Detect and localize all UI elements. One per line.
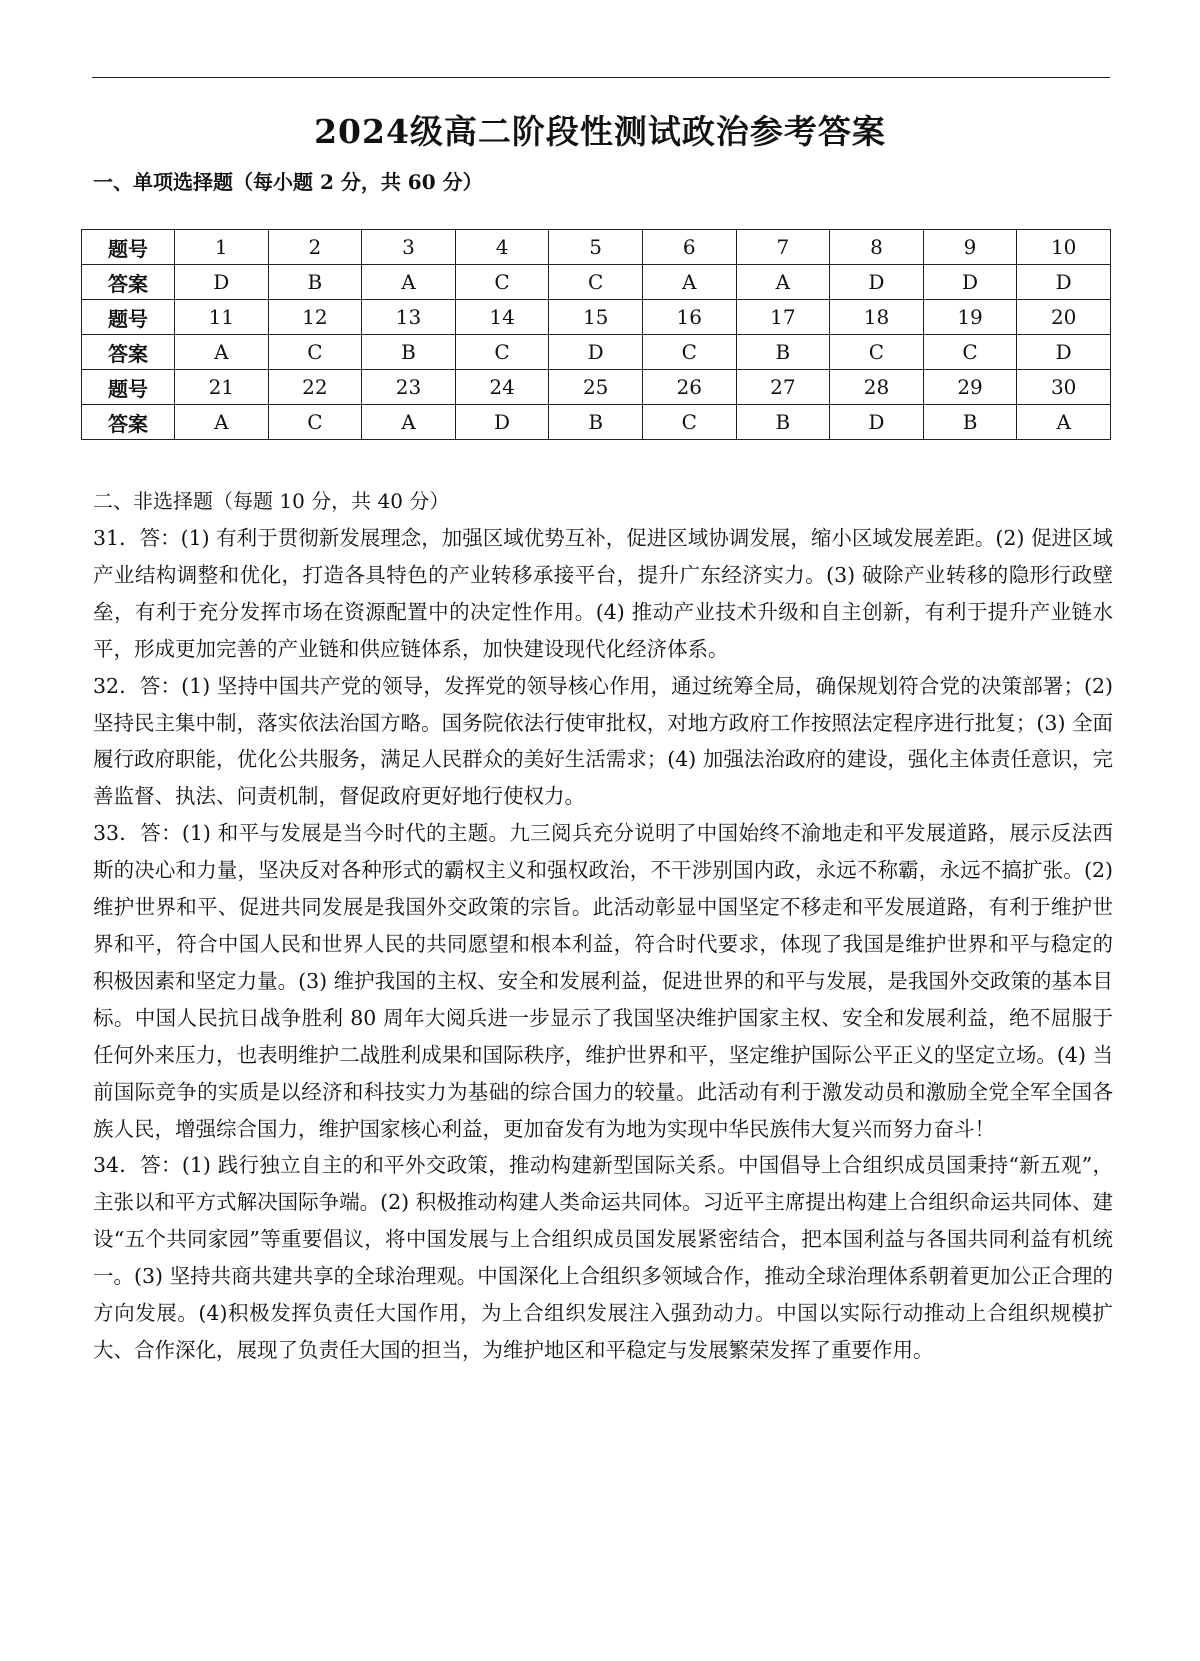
answer-cell: A bbox=[1017, 405, 1111, 440]
question-number-cell: 9 bbox=[923, 230, 1017, 265]
answer-row-header: 答案 bbox=[82, 405, 175, 440]
answer-table bbox=[81, 229, 1111, 440]
answer-31: 31．答：(1) 有利于贯彻新发展理念，加强区域优势互补，促进区域协调发展，缩小区域发展差距。(2) 促进区域产业结构调整和优化，打造各具特色的产业转移承接平台，提升广东经济实力。(3) 破除产业转移的隐形行政壁垒，有利于充分发挥市场在资源配置中的决定性作用。(4) 推动产业技术升级和自主创新，有利于提升产业链水平，形成更加完善的产业链和供应链体系，加快建设现代化经济体系。 bbox=[93, 526, 1113, 661]
question-number-cell: 21 bbox=[175, 370, 269, 405]
question-number-cell: 23 bbox=[362, 370, 456, 405]
answer-cell: D bbox=[830, 405, 924, 440]
answer-cell: C bbox=[923, 335, 1017, 370]
question-number-cell: 28 bbox=[830, 370, 924, 405]
answer-33: 33．答：(1) 和平与发展是当今时代的主题。九三阅兵充分说明了中国始终不渝地走和平发展道路，展示反法西斯的决心和力量，坚决反对各种形式的霸权主义和强权政治，不干涉别国内政，永远不称霸，永远不搞扩张。(2) 维护世界和平、促进共同发展是我国外交政策的宗旨。此活动彰显中国坚定不移走和平发展道路，有利于维护世界和平，符合中国人民和世界人民的共同愿望和根本利益，符合时代要求，体现了我国是维护世界和平与稳定的积极因素和坚定力量。(3) 维护我国的主权、安全和发展利益，促进世界的和平与发展，是我国外交政策的基本目标。中国人民抗日战争胜利 80 周年大阅兵进一步显示了我国坚决维护国家主权、安全和发展利益，绝不屈服于任何外来压力，也表明维护二战胜利成果和国际秩序，维护世界和平，坚定维护国际公平正义的坚定立场。(4) 当前国际竞争的实质是以经济和科技实力为基础的综合国力的较量。此活动有利于激发动员和激励全党全军全国各族人民，增强综合国力，维护国家核心利益，更加奋发有为地为实现中华民族伟大复兴而努力奋斗！ bbox=[93, 821, 1113, 1141]
question-number-cell: 30 bbox=[1017, 370, 1111, 405]
answer-cell: C bbox=[549, 265, 643, 300]
answer-cell: A bbox=[642, 265, 736, 300]
answer-cell: D bbox=[923, 265, 1017, 300]
question-number-cell: 29 bbox=[923, 370, 1017, 405]
top-rule bbox=[92, 77, 1110, 78]
question-number-cell: 26 bbox=[642, 370, 736, 405]
question-number-row-header: 题号 bbox=[82, 370, 175, 405]
question-number-cell: 25 bbox=[549, 370, 643, 405]
question-number-cell: 13 bbox=[362, 300, 456, 335]
answer-cell: D bbox=[455, 405, 549, 440]
answer-34: 34．答：(1) 践行独立自主的和平外交政策，推动构建新型国际关系。中国倡导上合组织成员国秉持“新五观”，主张以和平方式解决国际争端。(2) 积极推动构建人类命运共同体。习近平主席提出构建上合组织命运共同体、建设“五个共同家园”等重要倡议，将中国发展与上合组织成员国发展紧密结合，把本国利益与各国共同利益有机统一。(3) 坚持共商共建共享的全球治理观。中国深化上合组织多领域合作，推动全球治理体系朝着更加公正合理的方向发展。(4)积极发挥负责任大国作用，为上合组织发展注入强劲动力。中国以实际行动推动上合组织规模扩大、合作深化，展现了负责任大国的担当，为维护地区和平稳定与发展繁荣发挥了重要作用。 bbox=[93, 1153, 1113, 1362]
answer-cell: C bbox=[642, 335, 736, 370]
answer-cell: A bbox=[736, 265, 830, 300]
question-number-cell: 4 bbox=[455, 230, 549, 265]
question-number-cell: 27 bbox=[736, 370, 830, 405]
answer-cell: D bbox=[549, 335, 643, 370]
answer-cell: A bbox=[175, 405, 269, 440]
section2-heading: 二、非选择题（每题 10 分，共 40 分） bbox=[93, 489, 450, 513]
question-number-cell: 24 bbox=[455, 370, 549, 405]
question-number-cell: 8 bbox=[830, 230, 924, 265]
answer-cell: B bbox=[736, 405, 830, 440]
question-number-row-header: 题号 bbox=[82, 230, 175, 265]
answer-cell: A bbox=[362, 405, 456, 440]
question-number-cell: 7 bbox=[736, 230, 830, 265]
question-number-row bbox=[82, 230, 1111, 265]
section1-heading: 一、单项选择题（每小题 2 分，共 60 分） bbox=[93, 170, 483, 194]
answer-cell: A bbox=[362, 265, 456, 300]
answer-cell: B bbox=[923, 405, 1017, 440]
answer-row bbox=[82, 405, 1111, 440]
question-number-cell: 16 bbox=[642, 300, 736, 335]
question-number-row bbox=[82, 370, 1111, 405]
answer-cell: D bbox=[175, 265, 269, 300]
question-number-cell: 22 bbox=[268, 370, 362, 405]
answer-cell: C bbox=[268, 335, 362, 370]
question-number-cell: 12 bbox=[268, 300, 362, 335]
answer-cell: D bbox=[1017, 335, 1111, 370]
question-number-cell: 11 bbox=[175, 300, 269, 335]
answer-cell: D bbox=[830, 265, 924, 300]
question-number-cell: 18 bbox=[830, 300, 924, 335]
question-number-cell: 15 bbox=[549, 300, 643, 335]
answer-cell: B bbox=[362, 335, 456, 370]
answer-cell: C bbox=[455, 265, 549, 300]
question-number-cell: 10 bbox=[1017, 230, 1111, 265]
question-number-row bbox=[82, 300, 1111, 335]
question-number-cell: 14 bbox=[455, 300, 549, 335]
answer-row-header: 答案 bbox=[82, 265, 175, 300]
answer-cell: D bbox=[1017, 265, 1111, 300]
answer-cell: B bbox=[736, 335, 830, 370]
question-number-cell: 20 bbox=[1017, 300, 1111, 335]
answer-row bbox=[82, 265, 1111, 300]
answers-body bbox=[93, 520, 1113, 1369]
question-number-cell: 1 bbox=[175, 230, 269, 265]
answer-cell: C bbox=[455, 335, 549, 370]
answer-cell: C bbox=[268, 405, 362, 440]
question-number-cell: 5 bbox=[549, 230, 643, 265]
answer-cell: B bbox=[549, 405, 643, 440]
answer-cell: A bbox=[175, 335, 269, 370]
question-number-cell: 2 bbox=[268, 230, 362, 265]
answer-row bbox=[82, 335, 1111, 370]
question-number-cell: 19 bbox=[923, 300, 1017, 335]
question-number-cell: 6 bbox=[642, 230, 736, 265]
question-number-cell: 3 bbox=[362, 230, 456, 265]
question-number-row-header: 题号 bbox=[82, 300, 175, 335]
answer-32: 32．答：(1) 坚持中国共产党的领导，发挥党的领导核心作用，通过统筹全局，确保规划符合党的决策部署；(2) 坚持民主集中制，落实依法治国方略。国务院依法行使审批权，对地方政府工作按照法定程序进行批复；(3) 全面履行政府职能，优化公共服务，满足人民群众的美好生活需求；(4) 加强法治政府的建设，强化主体责任意识，完善监督、执法、问责机制，督促政府更好地行使权力。 bbox=[93, 673, 1113, 809]
page-title: 2024级高二阶段性测试政治参考答案 bbox=[314, 112, 886, 151]
answer-cell: C bbox=[642, 405, 736, 440]
answer-row-header: 答案 bbox=[82, 335, 175, 370]
answer-cell: B bbox=[268, 265, 362, 300]
question-number-cell: 17 bbox=[736, 300, 830, 335]
answer-cell: C bbox=[830, 335, 924, 370]
